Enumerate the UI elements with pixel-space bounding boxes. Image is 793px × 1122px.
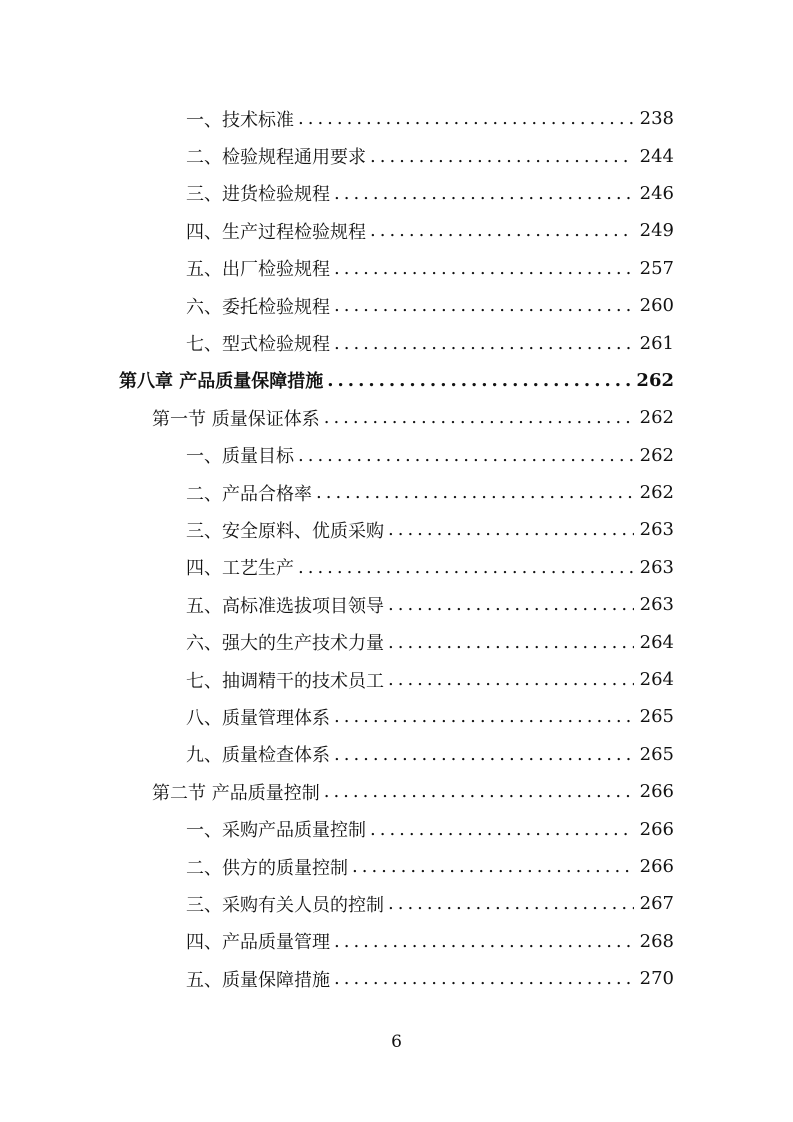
- toc-entry-title: 七、型式检验规程: [186, 334, 330, 356]
- toc-entry-page-number: 264: [639, 669, 674, 691]
- toc-dot-leader: [370, 146, 634, 167]
- table-of-contents: [0, 100, 793, 997]
- toc-subsection-entry[interactable]: [0, 698, 793, 735]
- toc-entry-title: 六、委托检验规程: [186, 296, 330, 318]
- toc-entry-title: 六、强大的生产技术力量: [186, 633, 384, 655]
- toc-entry-title: 一、质量目标: [186, 446, 294, 468]
- toc-dot-leader: [316, 482, 634, 503]
- toc-entry-page-number: 261: [639, 332, 674, 354]
- toc-entry-title: 三、进货检验规程: [186, 184, 330, 206]
- toc-entry-title: 三、采购有关人员的控制: [186, 894, 384, 916]
- toc-entry-page-number: 263: [639, 519, 674, 541]
- toc-dot-leader: [388, 632, 634, 653]
- toc-dot-leader: [334, 258, 634, 279]
- toc-entry-title: 第八章 产品质量保障措施: [119, 371, 324, 393]
- toc-entry-page-number: 266: [639, 856, 674, 877]
- toc-entry-page-number: 263: [639, 594, 674, 616]
- toc-subsection-entry[interactable]: [0, 810, 793, 847]
- toc-subsection-entry[interactable]: [0, 287, 793, 324]
- toc-subsection-entry[interactable]: [0, 437, 793, 474]
- toc-entry-page-number: 262: [636, 369, 674, 391]
- toc-dot-leader: [388, 519, 634, 540]
- toc-entry-page-number: 270: [639, 968, 674, 990]
- toc-entry-page-number: 246: [639, 182, 674, 204]
- toc-subsection-entry[interactable]: [0, 586, 793, 623]
- toc-entry-title: 一、技术标准: [186, 109, 294, 131]
- toc-subsection-entry[interactable]: [0, 960, 793, 997]
- toc-subsection-entry[interactable]: [0, 661, 793, 698]
- toc-entry-title: 四、工艺生产: [186, 558, 294, 580]
- toc-entry-page-number: 249: [639, 220, 674, 242]
- toc-subsection-entry[interactable]: [0, 549, 793, 586]
- toc-entry-page-number: 257: [639, 257, 674, 279]
- toc-dot-leader: [298, 557, 634, 578]
- toc-subsection-entry[interactable]: [0, 623, 793, 660]
- toc-dot-leader: [334, 744, 634, 765]
- toc-entry-title: 二、检验规程通用要求: [186, 147, 366, 169]
- toc-dot-leader: [388, 594, 634, 615]
- toc-dot-leader: [334, 295, 634, 316]
- toc-subsection-entry[interactable]: [0, 175, 793, 212]
- toc-entry-title: 第二节 产品质量控制: [152, 782, 320, 804]
- toc-subsection-entry[interactable]: [0, 511, 793, 548]
- toc-entry-title: 二、产品合格率: [186, 483, 312, 505]
- toc-dot-leader: [334, 333, 634, 354]
- toc-entry-page-number: 244: [639, 145, 674, 167]
- toc-dot-leader: [324, 781, 634, 802]
- toc-entry-page-number: 264: [639, 631, 674, 653]
- toc-chapter-entry[interactable]: [0, 362, 793, 399]
- toc-dot-leader: [388, 669, 634, 690]
- toc-subsection-entry[interactable]: [0, 736, 793, 773]
- toc-entry-page-number: 260: [639, 295, 674, 317]
- toc-entry-title: 五、出厂检验规程: [186, 259, 330, 281]
- toc-dot-leader: [334, 706, 634, 727]
- toc-entry-title: 第一节 质量保证体系: [152, 408, 320, 430]
- toc-entry-title: 五、高标准选拔项目领导: [186, 595, 384, 617]
- toc-subsection-entry[interactable]: [0, 923, 793, 960]
- toc-dot-leader: [334, 931, 634, 952]
- toc-dot-leader: [370, 819, 634, 840]
- toc-entry-title: 四、产品质量管理: [186, 932, 330, 954]
- toc-entry-title: 八、质量管理体系: [186, 707, 330, 729]
- toc-entry-page-number: 265: [639, 743, 674, 765]
- toc-subsection-entry[interactable]: [0, 250, 793, 287]
- toc-dot-leader: [298, 445, 634, 466]
- toc-entry-title: 四、生产过程检验规程: [186, 221, 366, 243]
- toc-entry-page-number: 262: [639, 482, 674, 504]
- toc-entry-page-number: 265: [639, 706, 674, 728]
- toc-subsection-entry[interactable]: [0, 885, 793, 922]
- toc-entry-page-number: 262: [639, 407, 674, 429]
- toc-subsection-entry[interactable]: [0, 212, 793, 249]
- toc-entry-page-number: 262: [639, 444, 674, 466]
- toc-dot-leader: [324, 407, 634, 428]
- toc-subsection-entry[interactable]: [0, 324, 793, 361]
- toc-subsection-entry[interactable]: [0, 848, 793, 885]
- toc-entry-page-number: 238: [639, 108, 674, 130]
- toc-dot-leader: [352, 856, 634, 877]
- toc-entry-title: 一、采购产品质量控制: [186, 820, 366, 842]
- toc-dot-leader: [298, 108, 634, 129]
- toc-subsection-entry[interactable]: [0, 137, 793, 174]
- toc-entry-page-number: 266: [639, 818, 674, 840]
- toc-dot-leader: [370, 220, 634, 241]
- toc-entry-page-number: 268: [639, 930, 674, 952]
- toc-dot-leader: [334, 183, 634, 204]
- toc-section-entry[interactable]: [0, 773, 793, 810]
- toc-entry-title: 三、安全原料、优质采购: [186, 520, 384, 542]
- toc-subsection-entry[interactable]: [0, 100, 793, 137]
- toc-entry-title: 九、质量检查体系: [186, 745, 330, 767]
- toc-entry-page-number: 263: [639, 556, 674, 578]
- toc-dot-leader: [334, 968, 634, 989]
- toc-entry-page-number: 266: [639, 781, 674, 803]
- toc-entry-page-number: 267: [639, 893, 674, 915]
- toc-subsection-entry[interactable]: [0, 474, 793, 511]
- toc-entry-title: 二、供方的质量控制: [186, 857, 348, 879]
- toc-entry-title: 七、抽调精干的技术员工: [186, 670, 384, 692]
- toc-dot-leader: [327, 370, 630, 391]
- toc-section-entry[interactable]: [0, 399, 793, 436]
- toc-entry-title: 五、质量保障措施: [186, 969, 330, 991]
- toc-dot-leader: [388, 893, 634, 914]
- page-number: 6: [391, 1032, 402, 1052]
